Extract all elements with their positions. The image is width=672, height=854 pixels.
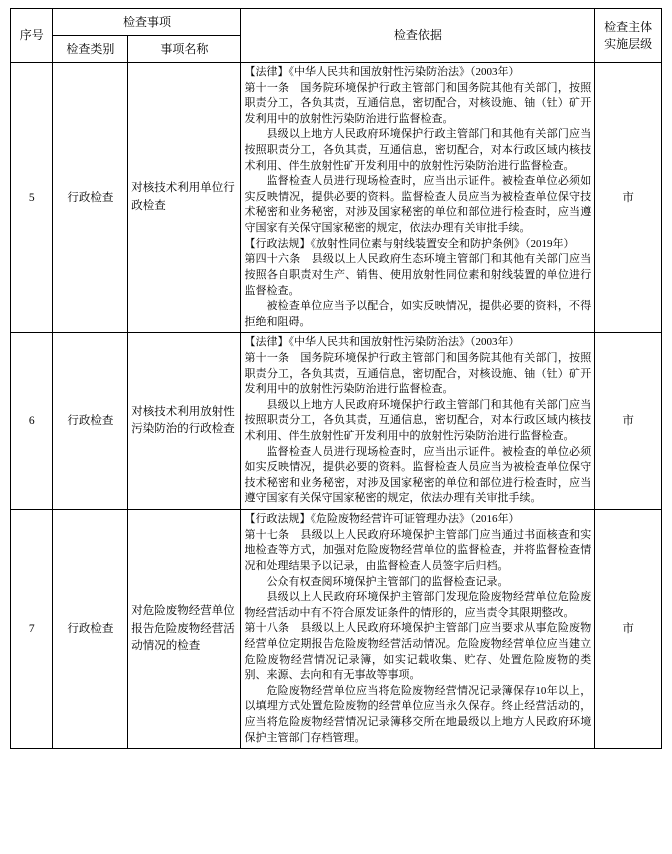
basis-paragraph: 县级以上地方人民政府环境保护行政主管部门和其他有关部门应当按照职责分工，各负其责，互通信息，密切配合，对本行政区域内核技术利用、伴生放射性矿开发利用中的放射性污染防治进行监督检查。 xyxy=(244,128,592,172)
basis-paragraph: 第十八条 县级以上人民政府环境保护主管部门应当要求从事危险废物经营单位定期报告危险废物经营活动情况。危险废物经营单位应当建立危险废物经营情况记录簿，如实记载收集、贮存、处置危险废物的类别、来源、去向和有无事故等事项。 xyxy=(244,622,592,682)
cell-item-type: 行政检查 xyxy=(53,510,128,749)
table-body xyxy=(11,63,662,749)
basis-paragraph: 第四十六条 县级以上人民政府生态环境主管部门和其他有关部门应当按照各自职责对生产、销售、使用放射性同位素和射线装置的单位进行监督检查。 xyxy=(244,253,592,297)
basis-paragraph: 【法律】《中华人民共和国放射性污染防治法》（2003年） xyxy=(244,336,520,349)
cell-item-name: 对核技术利用单位行政检查 xyxy=(128,63,241,333)
basis-paragraph: 【行政法规】《放射性同位素与射线装置安全和防护条例》（2019年） xyxy=(244,237,575,250)
cell-basis xyxy=(241,510,595,749)
cell-item-type: 行政检查 xyxy=(53,63,128,333)
basis-paragraph: 县级以上地方人民政府环境保护行政主管部门和其他有关部门应当按照职责分工，各负其责，互通信息，密切配合，对本行政区域内核技术利用、伴生放射性矿开发利用中的放射性污染防治进行监督检查。 xyxy=(244,398,592,443)
table-header xyxy=(11,9,662,63)
cell-item-name: 对危险废物经营单位报告危险废物经营活动情况的检查 xyxy=(128,510,241,749)
basis-paragraph: 监督检查人员进行现场检查时，应当出示证件。被检查的单位必须如实反映情况，提供必要的资料。监督检查人员应当为被检查单位保守技术秘密和业务秘密，对涉及国家秘密的单位和部位进行检查时，应当遵守国家有关保守国家秘密的规定，依法办理有关审批手续。 xyxy=(244,445,592,505)
basis-paragraph: 县级以上人民政府环境保护主管部门发现危险废物经营单位危险废物经营活动中有不符合原发证条件的情形的，应当责令其限期整改。 xyxy=(244,591,592,619)
basis-paragraph: 监督检查人员进行现场检查时，应当出示证件。被检查单位必须如实反映情况，提供必要的资料。监督检查人员应当为被检查单位保守技术秘密和业务秘密，对涉及国家秘密的单位和部位进行检查时，应当遵守国家有关保守国家秘密的规定，依法办理有关审批手续。 xyxy=(244,175,592,235)
cell-level: 市 xyxy=(595,510,662,749)
header-level-line2: 实施层级 xyxy=(604,36,653,51)
header-level-line1: 检查主体 xyxy=(604,20,653,35)
inspection-items-table xyxy=(10,8,662,749)
header-row-1 xyxy=(11,9,662,36)
cell-basis xyxy=(241,333,595,510)
cell-item-type: 行政检查 xyxy=(53,333,128,510)
basis-paragraph: 第十七条 县级以上人民政府环境保护主管部门应当通过书面核查和实地检查等方式，加强对危险废物经营单位的监督检查，并将监督检查情况和处理结果予以记录，由监督检查人员签字后归档。 xyxy=(244,528,592,572)
basis-paragraph: 被检查单位应当予以配合，如实反映情况，提供必要的资料，不得拒绝和阻碍。 xyxy=(244,300,592,328)
cell-level: 市 xyxy=(595,63,662,333)
header-item-name: 事项名称 xyxy=(128,36,241,63)
basis-paragraph: 第十一条 国务院环境保护行政主管部门和国务院其他有关部门，按照职责分工，各负其责，互通信息，密切配合，对核设施、铀（钍）矿开发利用中的放射性污染防治进行监督检查。 xyxy=(244,351,592,396)
header-level xyxy=(595,9,662,63)
basis-paragraph: 危险废物经营单位应当将危险废物经营情况记录簿保存10年以上，以填埋方式处置危险废物的经营单位应当永久保存。终止经营活动的，应当将危险废物经营情况记录簿移交所在地最级以上地方人民政府环境保护主管部门存档管理。 xyxy=(244,684,592,744)
cell-seq: 6 xyxy=(11,333,53,510)
header-seq: 序号 xyxy=(11,9,53,63)
cell-basis xyxy=(241,63,595,333)
cell-seq: 5 xyxy=(11,63,53,333)
table-row xyxy=(11,510,662,749)
cell-level: 市 xyxy=(595,333,662,510)
basis-paragraph: 公众有权查阅环境保护主管部门的监督检查记录。 xyxy=(266,575,509,588)
cell-item-name: 对核技术利用放射性污染防治的行政检查 xyxy=(128,333,241,510)
basis-paragraph: 第十一条 国务院环境保护行政主管部门和国务院其他有关部门，按照职责分工，各负其责，互通信息，密切配合，对核设施、铀（钍）矿开发利用中的放射性污染防治进行监督检查。 xyxy=(244,81,592,125)
header-item-type: 检查类别 xyxy=(53,36,128,63)
header-basis: 检查依据 xyxy=(241,9,595,63)
cell-seq: 7 xyxy=(11,510,53,749)
table-row xyxy=(11,333,662,510)
header-item-group: 检查事项 xyxy=(53,9,241,36)
basis-paragraph: 【法律】《中华人民共和国放射性污染防治法》（2003年） xyxy=(244,66,520,78)
table-row xyxy=(11,63,662,333)
basis-paragraph: 【行政法规】《危险废物经营许可证管理办法》（2016年） xyxy=(244,513,520,526)
